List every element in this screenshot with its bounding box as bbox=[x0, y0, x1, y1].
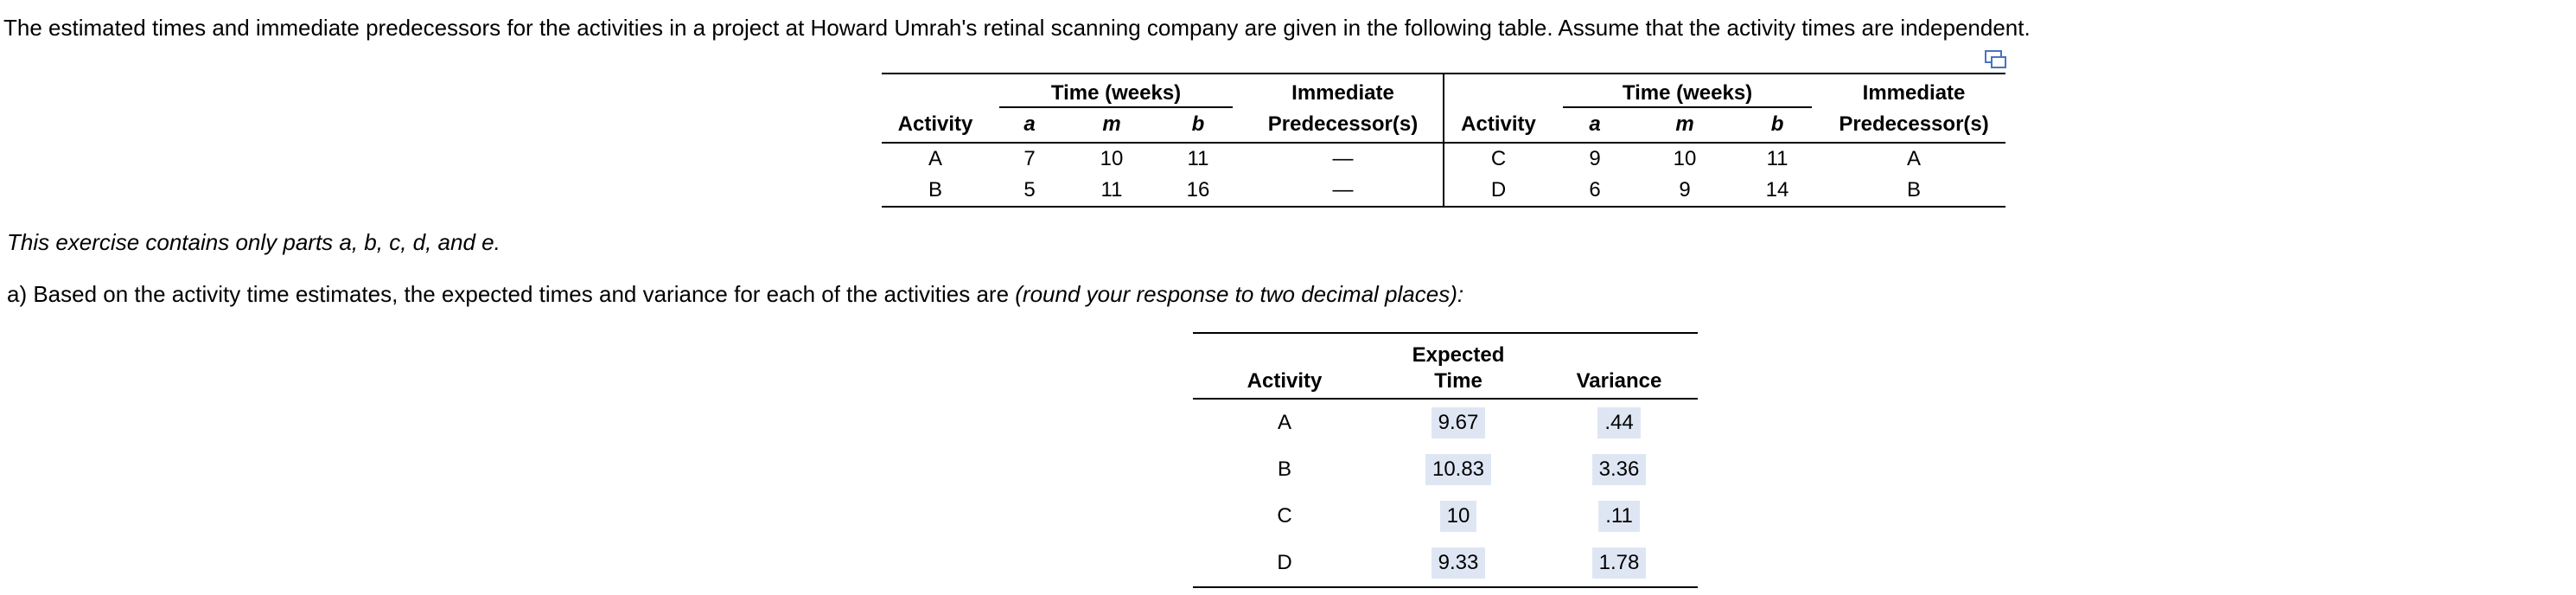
table-row bbox=[1193, 399, 1698, 446]
m-cell: 10 bbox=[1673, 147, 1697, 170]
answer-activity-cell: D bbox=[1193, 540, 1376, 587]
a-cell: 7 bbox=[1023, 147, 1036, 170]
predecessor-cell: — bbox=[1243, 175, 1444, 207]
predecessor-header-left: Predecessor(s) bbox=[1243, 107, 1444, 143]
variance-answer-b[interactable]: 3.36 bbox=[1592, 454, 1647, 485]
expected-header-line2: Time bbox=[1434, 369, 1482, 393]
immediate-header-left: Immediate bbox=[1243, 74, 1444, 107]
variance-answer-d[interactable]: 1.78 bbox=[1592, 547, 1647, 579]
answer-activity-cell: C bbox=[1277, 504, 1292, 528]
expected-header-line1: Expected bbox=[1412, 343, 1505, 367]
expected-time-header bbox=[1376, 333, 1540, 399]
table-row bbox=[1193, 446, 1698, 493]
immediate-header-right: Immediate bbox=[1862, 81, 1966, 105]
b-cell: 11 bbox=[1187, 147, 1209, 170]
a-cell: 5 bbox=[989, 175, 1070, 207]
question-a-text: a) Based on the activity time estimates, the expected times and variance for each of the activities are bbox=[7, 281, 1016, 307]
question-a bbox=[7, 280, 1463, 308]
table-row bbox=[882, 143, 2005, 175]
activity-cell: A bbox=[928, 147, 942, 170]
expected-time-answer-d[interactable]: 9.33 bbox=[1431, 547, 1486, 579]
a-cell: 9 bbox=[1589, 147, 1601, 170]
table-row bbox=[882, 175, 2005, 207]
predecessor-header-right: Predecessor(s) bbox=[1822, 107, 2005, 143]
variance-header: Variance bbox=[1540, 333, 1698, 399]
b-header-left: b bbox=[1153, 107, 1243, 143]
time-weeks-header-right: Time (weeks) bbox=[1553, 74, 1822, 107]
a-cell: 6 bbox=[1553, 175, 1637, 207]
expected-time-answer-b[interactable]: 10.83 bbox=[1425, 454, 1491, 485]
b-header-right: b bbox=[1732, 107, 1822, 143]
activity-cell: D bbox=[1444, 175, 1553, 207]
activity-data-table bbox=[882, 73, 2005, 208]
time-weeks-header-left: Time (weeks) bbox=[989, 74, 1243, 107]
expected-time-answer-c[interactable]: 10 bbox=[1440, 501, 1477, 532]
predecessor-cell: B bbox=[1822, 175, 2005, 207]
activity-cell: B bbox=[882, 175, 989, 207]
answer-activity-header: Activity bbox=[1193, 333, 1376, 399]
answer-activity-cell: A bbox=[1277, 411, 1291, 434]
answer-table bbox=[1193, 332, 1698, 588]
a-header-left: a bbox=[989, 107, 1070, 143]
b-cell: 16 bbox=[1153, 175, 1243, 207]
activity-header-right: Activity bbox=[1444, 107, 1553, 143]
m-cell: 11 bbox=[1070, 175, 1153, 207]
predecessor-cell: A bbox=[1907, 147, 1922, 170]
question-a-hint: (round your response to two decimal places): bbox=[1015, 281, 1464, 307]
activity-cell: C bbox=[1490, 147, 1507, 170]
a-header-right: a bbox=[1553, 107, 1637, 143]
m-cell: 10 bbox=[1100, 147, 1124, 170]
exercise-note: This exercise contains only parts a, b, c, d, and e. bbox=[7, 229, 501, 255]
expected-time-answer-a[interactable]: 9.67 bbox=[1431, 407, 1486, 438]
table-row bbox=[1193, 493, 1698, 540]
b-cell: 11 bbox=[1766, 147, 1789, 170]
variance-answer-a[interactable]: .44 bbox=[1597, 407, 1640, 438]
activity-header-left: Activity bbox=[882, 107, 989, 143]
answer-activity-cell: B bbox=[1277, 457, 1291, 481]
m-cell: 9 bbox=[1637, 175, 1732, 207]
intro-text: The estimated times and immediate predecessors for the activities in a project at Howard Umrah's retinal scanning company are given in the following table. Assume that the activity times are independent. bbox=[3, 15, 2031, 41]
m-header-right: m bbox=[1637, 107, 1732, 143]
expand-window-icon[interactable] bbox=[1985, 50, 2007, 69]
table-row bbox=[1193, 540, 1698, 587]
m-header-left: m bbox=[1070, 107, 1153, 143]
predecessor-cell: — bbox=[1243, 143, 1444, 175]
variance-answer-c[interactable]: .11 bbox=[1598, 501, 1640, 532]
b-cell: 14 bbox=[1732, 175, 1822, 207]
